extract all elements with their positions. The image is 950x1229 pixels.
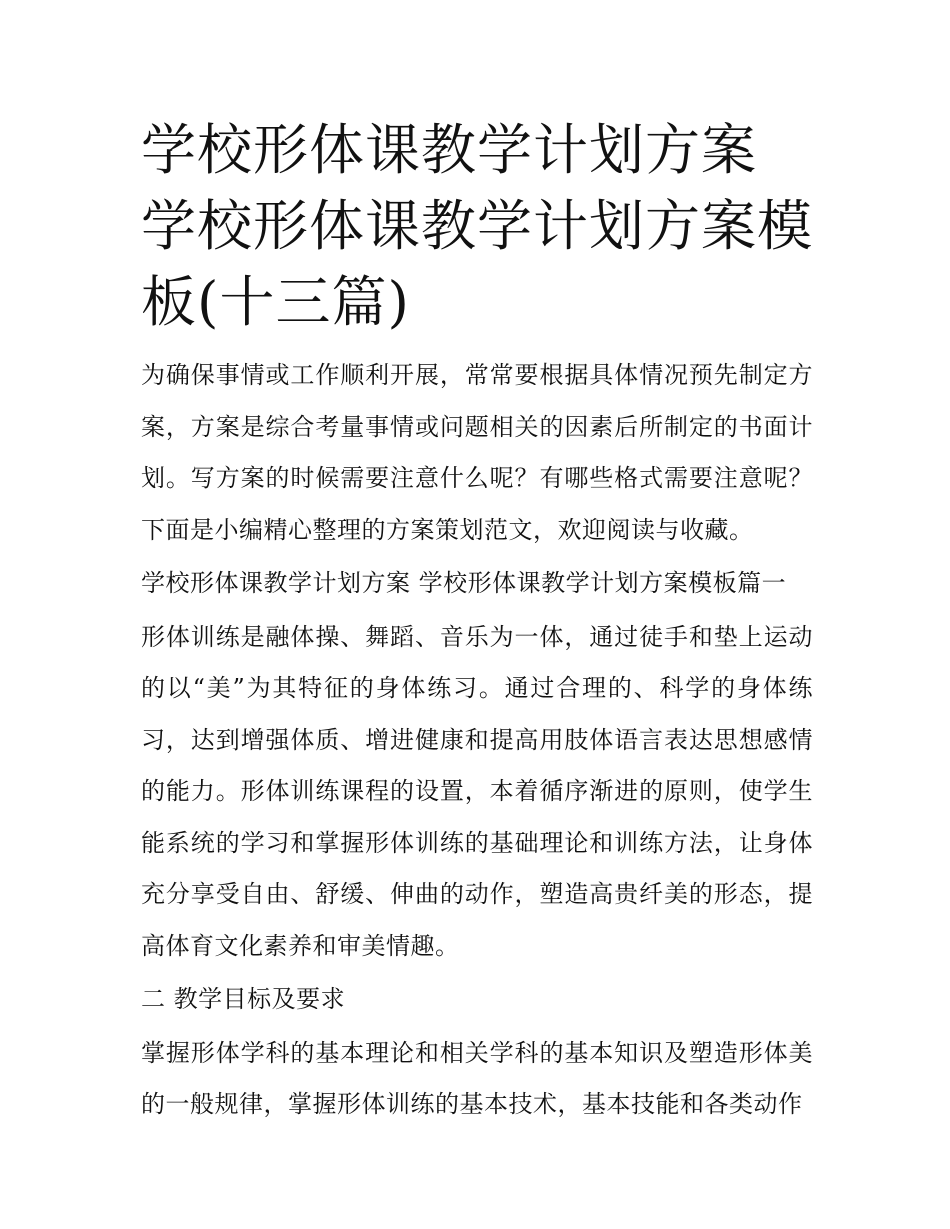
intro-paragraph: 为确保事情或工作顺利开展，常常要根据具体情况预先制定方案，方案是综合考量事情或问题相关的因素后所制定的书面计划。写方案的时候需要注意什么呢？有哪些格式需要注意呢？下面是小编精心整理的方案策划范文，欢迎阅读与收藏。 [141, 361, 813, 544]
body-paragraph-1: 形体训练是融体操、舞蹈、音乐为一体，通过徒手和垫上运动的以“美”为其特征的身体练习。通过合理的、科学的身体练习，达到增强体质、增进健康和提高用肢体语言表达思想感情的能力。形体训练课程的设置，本着循序渐进的原则，使学生能系统的学习和掌握形体训练的基础理论和训练方法，让身体充分享受自由、舒缓、伸曲的动作，塑造高贵纤美的形态，提高体育文化素养和审美情趣。 [141, 622, 813, 960]
body-paragraph-2: 掌握形体学科的基本理论和相关学科的基本知识及塑造形体美的一般规律，掌握形体训练的基本技术，基本技能和各类动作 [141, 1038, 813, 1118]
document-body [141, 350, 813, 1133]
document-title: 学校形体课教学计划方案 学校形体课教学计划方案模板(十三篇) [141, 118, 814, 334]
section-heading-1: 学校形体课教学计划方案 学校形体课教学计划方案模板篇一 [141, 569, 787, 597]
section-heading-2: 二 教学目标及要求 [141, 985, 346, 1013]
